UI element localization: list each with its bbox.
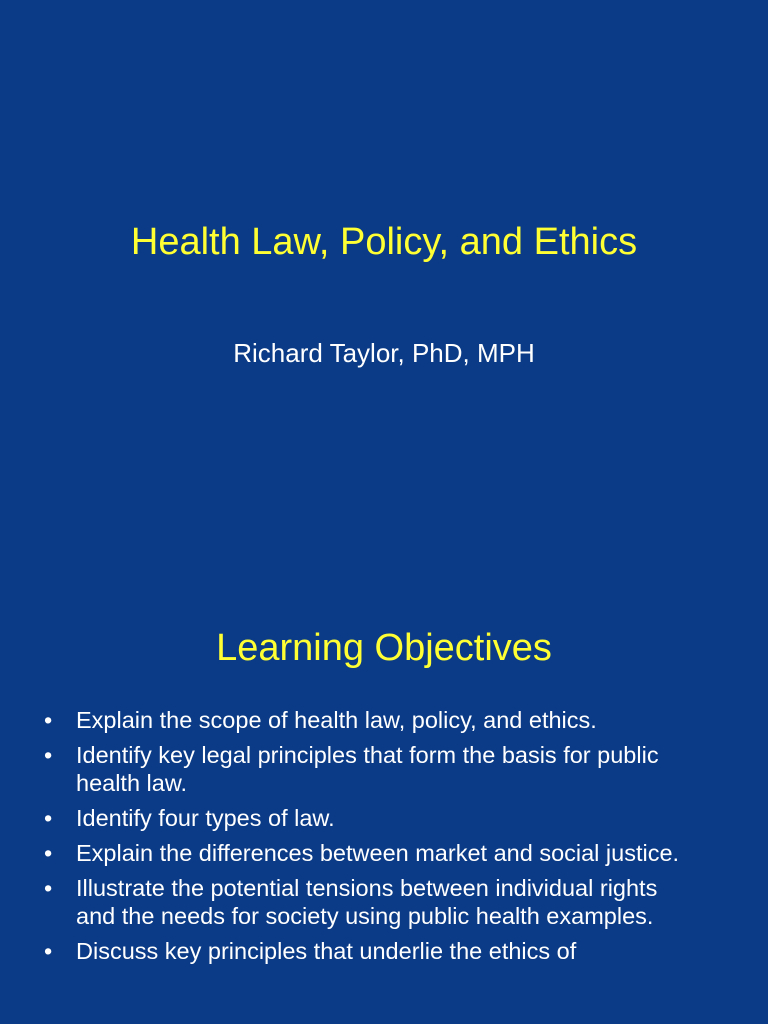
learning-objectives-heading: Learning Objectives — [216, 627, 552, 669]
slide-author: Richard Taylor, PhD, MPH — [233, 338, 535, 368]
bullet-dot-icon: • — [44, 707, 53, 733]
slide-learning-objectives — [0, 576, 768, 1024]
list-item — [44, 804, 694, 832]
list-item-text: Explain the differences between market and social justice. — [76, 840, 680, 866]
list-item — [44, 839, 694, 867]
bullet-dot-icon: • — [44, 938, 53, 964]
list-item-text: Discuss key principles that underlie the ethics of — [76, 938, 577, 964]
bullet-dot-icon: • — [44, 840, 53, 866]
list-item-text: Identify four types of law. — [76, 805, 335, 831]
list-item — [44, 874, 694, 930]
bullet-dot-icon: • — [44, 805, 53, 831]
slide-title-heading: Health Law, Policy, and Ethics — [130, 221, 638, 263]
bullet-dot-icon: • — [44, 742, 53, 768]
list-item — [44, 741, 694, 797]
list-item-text: Identify key legal principles that form the basis for public health law. — [76, 742, 659, 796]
list-item-text: Explain the scope of health law, policy, and ethics. — [76, 707, 597, 733]
list-item — [44, 706, 694, 734]
objectives-list — [44, 706, 694, 972]
bullet-dot-icon: • — [44, 875, 53, 901]
list-item — [44, 937, 694, 965]
list-item-text: Illustrate the potential tensions between individual rights and the needs for society using public health examples. — [76, 875, 658, 929]
